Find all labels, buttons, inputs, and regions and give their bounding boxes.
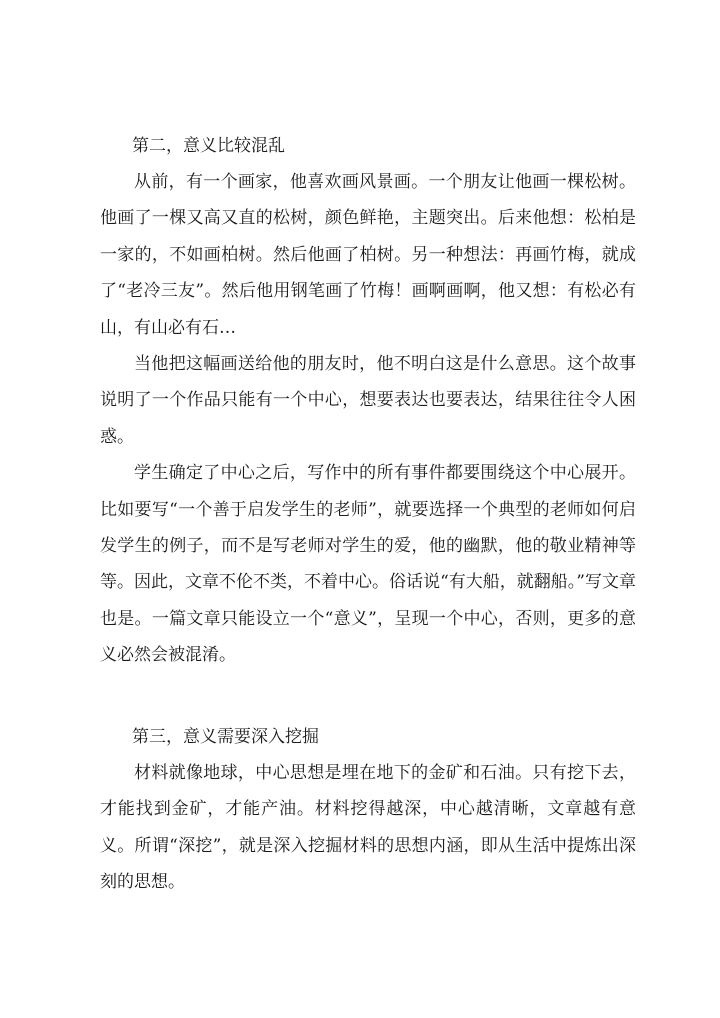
paragraph-single-center: 学生确定了中心之后，写作中的所有事件都要围绕这个中心展开。比如要写“一个善于启发学生的老师”，就要选择一个典型的老师如何启发学生的例子，而不是写老师对学生的爱，他的幽默，他的敬业精神等等。因此，文章不伦不类，不着中心。俗话说“有大船，就翻船。”写文章也是。一篇文章只能设立一个“意义”，呈现一个中心，否则，更多的意义必然会被混淆。 (100, 463, 636, 666)
section-spacer (100, 674, 636, 719)
section-dig-deep (100, 719, 636, 901)
paragraph-material-mining: 材料就像地球，中心思想是埋在地下的金矿和石油。只有挖下去，才能找到金矿，才能产油。材料挖得越深，中心越清晰，文章越有意义。所谓“深挖”，就是深入挖掘材料的思想内涵，即从生活中提炼出深刻的思想。 (100, 762, 636, 892)
paragraph-story-lesson: 当他把这幅画送给他的朋友时，他不明白这是什么意思。这个故事说明了一个作品只能有一个中心，想要表达也要表达，结果往往令人困惑。 (100, 354, 636, 447)
paragraph-painter-story: 从前，有一个画家，他喜欢画风景画。一个朋友让他画一棵松树。他画了一棵又高又直的松树，颜色鲜艳，主题突出。后来他想：松柏是一家的，不如画柏树。然后他画了柏树。另一种想法：再画竹梅，就成了“老冷三友”。然后他用钢笔画了竹梅！画啊画啊，他又想：有松必有山，有山必有石… (100, 172, 636, 338)
document-body (100, 128, 636, 900)
section-meaning-confusion (100, 128, 636, 674)
section-heading: 第二，意义比较混乱 (132, 136, 285, 156)
section-heading: 第三，意义需要深入挖掘 (132, 726, 319, 747)
